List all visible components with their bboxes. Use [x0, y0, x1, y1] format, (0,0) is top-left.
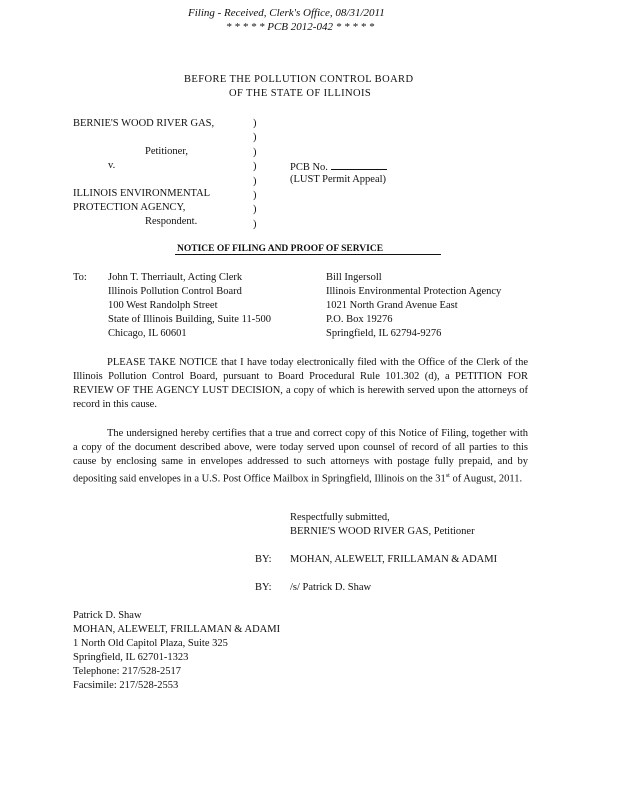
by-label: BY: — [255, 554, 272, 565]
notice-title: NOTICE OF FILING AND PROOF OF SERVICE — [177, 244, 384, 254]
case-number-label: PCB No. — [290, 162, 328, 173]
filing-stamp-line1: Filing - Received, Clerk's Office, 08/31/2011 — [188, 7, 385, 19]
recipient-right — [326, 271, 501, 341]
versus-label: v. — [108, 160, 116, 171]
closing: Respectfully submitted, — [290, 512, 390, 523]
respondent-role: Respondent. — [145, 216, 198, 227]
certificate-text: The undersigned hereby certifies that a true and correct copy of this Notice of Filing, together with a copy of the document described above, were today served upon counsel of record of all parties to this cause by enclosing same in envelopes addressed to such attorneys with postage fully prepaid, and by depositing said envelopes in a U.S. Post Office Mailbox in Springfield, Illinois on the 31 — [73, 428, 528, 485]
attorney-block — [73, 609, 280, 693]
filing-stamp-line2: * * * * * PCB 2012-042 * * * * * — [226, 21, 375, 33]
case-number-blank — [331, 159, 387, 170]
recipient-right-line: Illinois Environmental Protection Agency — [326, 286, 502, 297]
paren-7: ) — [253, 204, 257, 216]
paren-6: ) — [253, 190, 257, 202]
by-label: BY: — [255, 582, 272, 593]
petitioner-name: BERNIE'S WOOD RIVER GAS, — [73, 118, 215, 129]
paren-3: ) — [253, 146, 257, 158]
notice-title-underline — [175, 254, 441, 255]
attorney-line: Facsimile: 217/528-2553 — [73, 680, 179, 691]
recipient-left-line: Illinois Pollution Control Board — [108, 286, 242, 297]
certificate-date-end: of August, 2011. — [449, 473, 523, 485]
recipient-right-line: P.O. Box 19276 — [326, 314, 393, 325]
paren-1: ) — [253, 118, 257, 129]
paren-5: ) — [253, 175, 257, 187]
date-superscript: st — [445, 473, 450, 479]
paren-8: ) — [253, 218, 257, 230]
signature-firm: MOHAN, ALEWELT, FRILLAMAN & ADAMI — [290, 554, 498, 565]
paren-2: ) — [253, 132, 257, 144]
recipient-left — [108, 271, 271, 341]
recipient-left-line: Chicago, IL 60601 — [108, 328, 187, 339]
recipient-left-line: John T. Therriault, Acting Clerk — [108, 272, 243, 283]
respondent-line1: ILLINOIS ENVIRONMENTAL — [73, 188, 211, 199]
respondent-line2: PROTECTION AGENCY, — [73, 202, 186, 213]
attorney-line: 1 North Old Capitol Plaza, Suite 325 — [73, 638, 228, 649]
recipient-left-line: State of Illinois Building, Suite 11-500 — [108, 314, 271, 325]
recipient-left-line: 100 West Randolph Street — [108, 300, 218, 311]
certificate-paragraph — [73, 427, 528, 487]
recipient-right-line: Springfield, IL 62794-9276 — [326, 328, 442, 339]
attorney-line: Springfield, IL 62701-1323 — [73, 652, 189, 663]
electronic-signature: /s/ Patrick D. Shaw — [290, 582, 372, 593]
signature-party: BERNIE'S WOOD RIVER GAS, Petitioner — [290, 526, 475, 537]
recipient-right-line: Bill Ingersoll — [326, 272, 382, 283]
board-header-line2: OF THE STATE OF ILLINOIS — [229, 88, 372, 99]
to-label: To: — [73, 272, 87, 283]
paren-4: ) — [253, 161, 257, 173]
petitioner-role: Petitioner, — [145, 146, 189, 157]
board-header-line1: BEFORE THE POLLUTION CONTROL BOARD — [184, 74, 414, 85]
notice-paragraph: PLEASE TAKE NOTICE that I have today electronically filed with the Office of the Clerk of the Illinois Pollution Control Board, pursuant to Board Procedural Rule 101.302 (d), a PETITION FOR REVIEW OF THE AGENCY LUST DECISION, a copy of which is herewith served upon the attorneys of record in this cause. — [73, 357, 528, 410]
attorney-line: Telephone: 217/528-2517 — [73, 666, 182, 677]
recipient-right-line: 1021 North Grand Avenue East — [326, 300, 458, 311]
attorney-line: MOHAN, ALEWELT, FRILLAMAN & ADAMI — [73, 624, 281, 635]
case-type: (LUST Permit Appeal) — [290, 174, 387, 185]
caption-parens — [253, 117, 257, 232]
attorney-line: Patrick D. Shaw — [73, 610, 142, 621]
